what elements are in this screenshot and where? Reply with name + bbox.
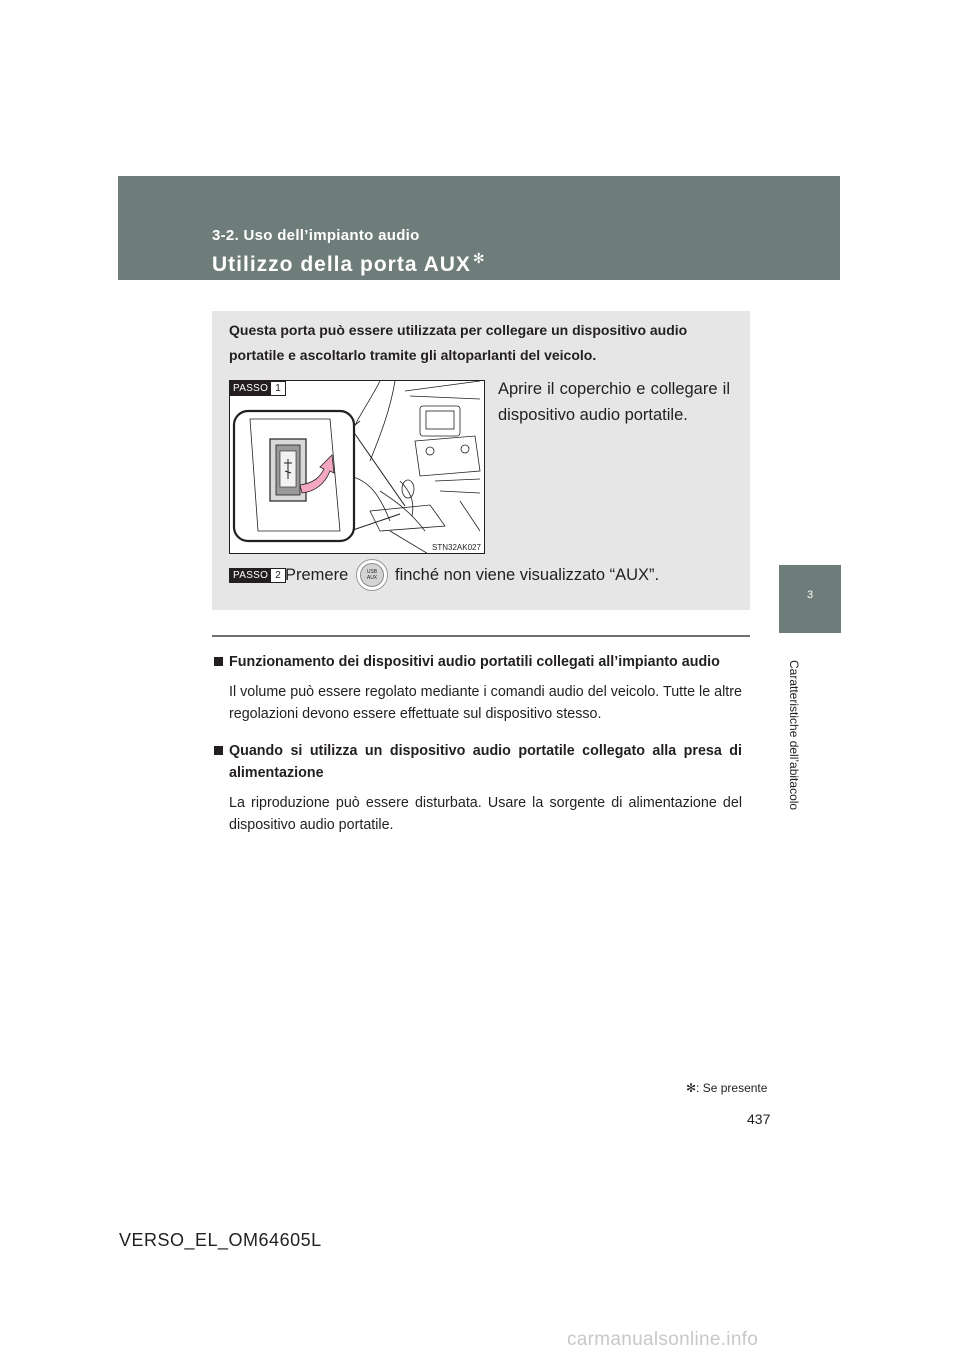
- step-2-number: 2: [271, 569, 285, 582]
- note-1-body: Il volume può essere regolato mediante i comandi audio del veicolo. Tutte le altre regolazioni devono essere effettuate sul dispositivo stesso.: [229, 684, 742, 722]
- asterisk-mark: ✻: [472, 250, 486, 266]
- step-2-text-before: Premere: [285, 566, 349, 584]
- note-2-body: La riproduzione può essere disturbata. Usare la sorgente di alimentazione del dispositivo audio portatile.: [229, 795, 742, 833]
- section-divider: [212, 635, 750, 637]
- usb-aux-button-face: [360, 563, 384, 587]
- chapter-number: 3: [806, 589, 814, 601]
- dashboard-illustration: [229, 380, 485, 554]
- illustration-code: STN32AK027: [432, 543, 481, 552]
- note-1: [212, 651, 742, 725]
- step-2-text-after: finché non viene visualizzato “AUX”.: [395, 566, 660, 584]
- footnote: ✻: Se presente: [686, 1081, 768, 1095]
- note-2-heading-text: Quando si utilizza un dispositivo audio portatile collegato alla presa di alimentazione: [229, 743, 742, 781]
- step-1-number: 1: [271, 382, 285, 395]
- usb-aux-button-icon: [356, 559, 388, 591]
- step-2-word: PASSO: [230, 569, 271, 582]
- step-2-badge: [229, 568, 286, 583]
- chapter-tab[interactable]: [779, 565, 841, 633]
- note-2-heading: [212, 740, 742, 784]
- step-1-word: PASSO: [230, 382, 271, 395]
- note-2: [212, 740, 742, 836]
- step-1-text: Aprire il coperchio e collegare il dispositivo audio portatile.: [498, 380, 730, 424]
- page-number: 437: [747, 1111, 771, 1127]
- usb-label: USB: [366, 569, 378, 575]
- square-bullet-icon: [214, 657, 223, 666]
- page-title: [212, 250, 486, 277]
- note-1-heading: [212, 651, 742, 673]
- chapter-title: Caratteristiche dell’abitacolo: [787, 660, 801, 811]
- section-label: 3-2. Uso dell’impianto audio: [212, 227, 420, 244]
- square-bullet-icon: [214, 746, 223, 755]
- watermark: carmanualsonline.info: [567, 1329, 759, 1350]
- aux-port-drawing: [230, 381, 485, 554]
- aux-label: AUX: [366, 575, 378, 581]
- intro-text: Questa porta può essere utilizzata per collegare un dispositivo audio portatile e ascoltarlo tramite gli altoparlanti del veicolo.: [229, 322, 688, 363]
- page-title-text: Utilizzo della porta AUX: [212, 253, 471, 276]
- step-1-badge: [229, 381, 286, 396]
- note-1-heading-text: Funzionamento dei dispositivi audio portatili collegati all’impianto audio: [229, 654, 720, 670]
- document-code: VERSO_EL_OM64605L: [119, 1230, 322, 1250]
